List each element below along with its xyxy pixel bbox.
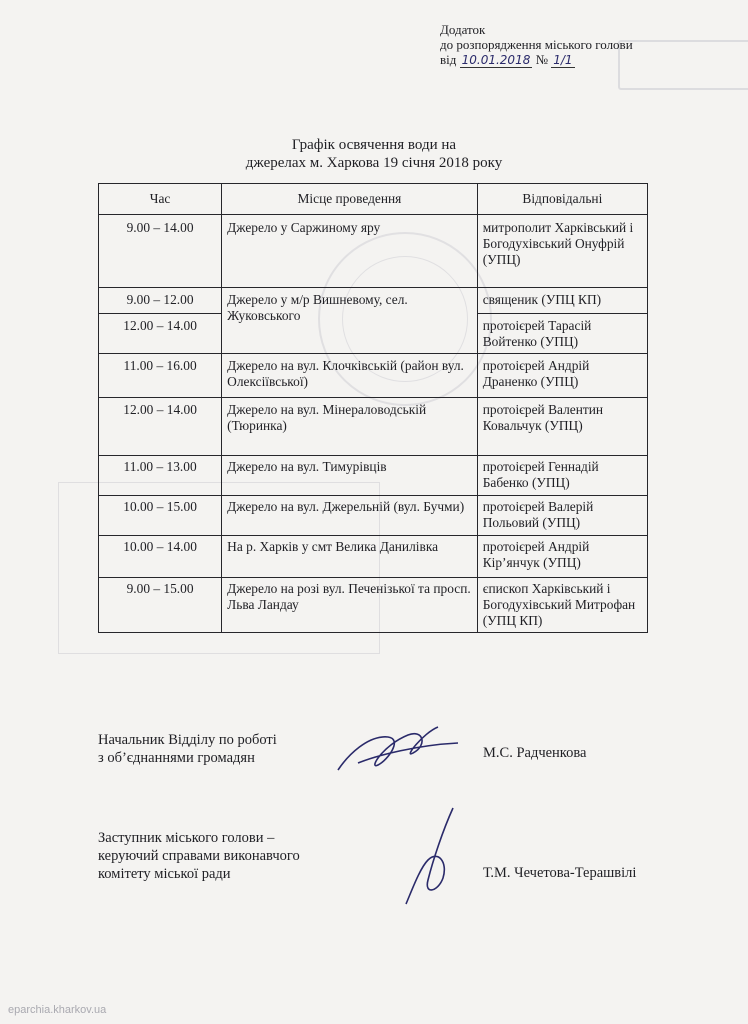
header-time: Час	[99, 184, 222, 215]
position-line: Заступник міського голови –	[98, 830, 275, 846]
table-row	[99, 354, 648, 398]
signatory-1-position	[98, 731, 277, 767]
signatory-2-name: Т.М. Чечетова-Терашвілі	[483, 865, 637, 881]
place-cell: Джерело на вул. Мінераловодській (Тюринка)	[222, 398, 478, 456]
position-line: з об’єднаннями громадян	[98, 750, 255, 766]
responsible-cell: єпископ Харківський і Богодухівський Митрофан (УПЦ КП)	[477, 578, 647, 633]
responsible-cell: протоієрей Андрій Кір’янчук (УПЦ)	[477, 536, 647, 578]
position-line: комітету міської ради	[98, 866, 231, 882]
place-cell: Джерело на розі вул. Печенізької та просп. Льва Ландау	[222, 578, 478, 633]
responsible-cell: протоієрей Геннадій Бабенко (УПЦ)	[477, 456, 647, 496]
place-cell: На р. Харків у смт Велика Данилівка	[222, 536, 478, 578]
table-row	[99, 578, 648, 633]
schedule-table	[98, 183, 648, 633]
responsible-cell: протоієрей Тарасій Войтенко (УПЦ)	[477, 314, 647, 354]
annex-order-reference: до розпорядження міського голови	[440, 37, 633, 52]
time-cell: 10.00 – 15.00	[99, 496, 222, 536]
title-line-2: джерелах м. Харкова 19 січня 2018 року	[245, 155, 503, 171]
place-cell: Джерело у Саржиному яру	[222, 215, 478, 288]
header-responsible: Відповідальні	[477, 184, 647, 215]
table-row	[99, 288, 648, 314]
header-place: Місце проведення	[222, 184, 478, 215]
source-watermark: eparchia.kharkov.ua	[8, 1004, 107, 1016]
table-row	[99, 536, 648, 578]
number-value: 1/1	[553, 53, 573, 67]
table-header-row	[99, 184, 648, 215]
number-prefix: №	[535, 52, 548, 67]
place-cell: Джерело на вул. Джерельній (вул. Бучми)	[222, 496, 478, 536]
time-cell: 12.00 – 14.00	[99, 398, 222, 456]
position-line: Начальник Відділу по роботі	[98, 732, 277, 748]
time-cell: 9.00 – 15.00	[99, 578, 222, 633]
signatory-1-name: М.С. Радченкова	[483, 745, 587, 761]
annex-header	[440, 22, 633, 68]
table-row	[99, 398, 648, 456]
signatory-2-position	[98, 829, 300, 883]
time-cell: 12.00 – 14.00	[99, 314, 222, 354]
signature-2-icon	[398, 800, 488, 910]
time-cell: 9.00 – 12.00	[99, 288, 222, 314]
time-cell: 9.00 – 14.00	[99, 215, 222, 288]
time-cell: 11.00 – 16.00	[99, 354, 222, 398]
time-cell: 10.00 – 14.00	[99, 536, 222, 578]
responsible-cell: протоієрей Андрій Драненко (УПЦ)	[477, 354, 647, 398]
date-value: 10.01.2018	[461, 53, 531, 67]
responsible-cell: митрополит Харківський і Богодухівський Онуфрій (УПЦ)	[477, 215, 647, 288]
responsible-cell: протоієрей Валентин Ковальчук (УПЦ)	[477, 398, 647, 456]
reverse-stamp-ghost	[618, 40, 748, 90]
place-cell: Джерело на вул. Клочківській (район вул. Олексіївської)	[222, 354, 478, 398]
annex-label: Додаток	[440, 22, 486, 37]
annex-date-number	[440, 52, 633, 68]
place-cell: Джерело на вул. Тимурівців	[222, 456, 478, 496]
signature-1-icon	[328, 715, 468, 785]
position-line: керуючий справами виконавчого	[98, 848, 300, 864]
date-prefix: від	[440, 52, 457, 67]
place-cell: Джерело у м/р Вишневому, сел. Жуковського	[222, 288, 478, 354]
document-title	[0, 136, 748, 172]
table-row	[99, 215, 648, 288]
responsible-cell: священик (УПЦ КП)	[477, 288, 647, 314]
table-row	[99, 456, 648, 496]
table-row	[99, 496, 648, 536]
responsible-cell: протоієрей Валерій Польовий (УПЦ)	[477, 496, 647, 536]
title-line-1: Графік освячення води на	[291, 137, 457, 153]
time-cell: 11.00 – 13.00	[99, 456, 222, 496]
